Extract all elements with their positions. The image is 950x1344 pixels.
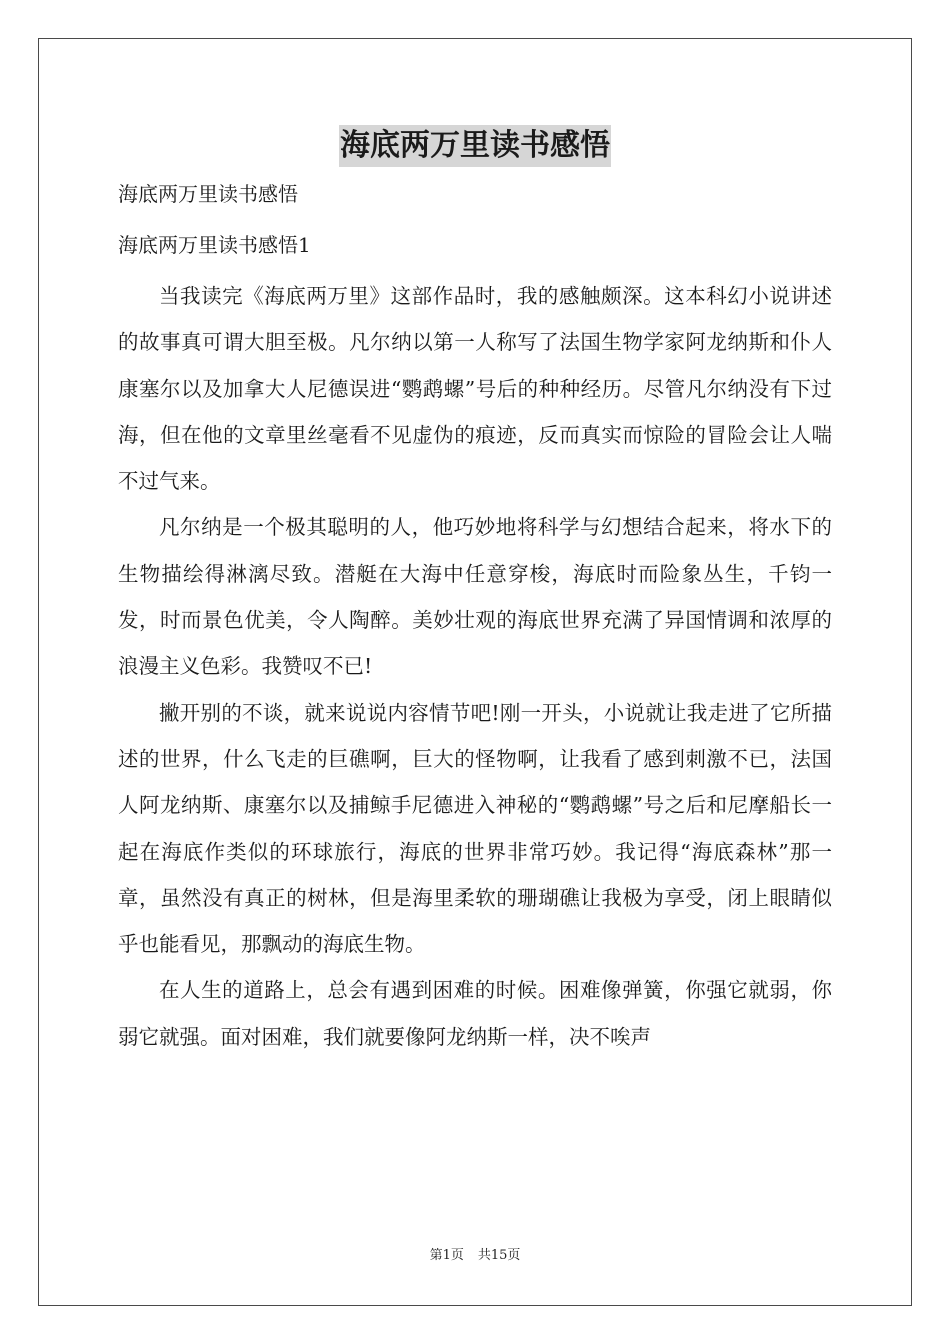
document-title: 海底两万里读书感悟 (339, 125, 611, 167)
document-body (118, 122, 832, 1060)
paragraph: 在人生的道路上，总会有遇到困难的时候。困难像弹簧，你强它就弱，你弱它就强。面对困难，我们就要像阿龙纳斯一样，决不唉声 (118, 978, 832, 1049)
section-heading: 海底两万里读书感悟1 (118, 233, 311, 257)
paragraph: 当我读完《海底两万里》这部作品时，我的感触颇深。这本科幻小说讲述的故事真可谓大胆至极。凡尔纳以第一人称写了法国生物学家阿龙纳斯和仆人康塞尔以及加拿大人尼德误进“鹦鹉螺”号后的种种经历。尽管凡尔纳没有下过海，但在他的文章里丝毫看不见虚伪的痕迹，反而真实而惊险的冒险会让人喘不过气来。 (118, 284, 832, 494)
title-wrap (118, 122, 832, 178)
paragraph: 凡尔纳是一个极其聪明的人，他巧妙地将科学与幻想结合起来，将水下的生物描绘得淋漓尽致。潜艇在大海中任意穿梭，海底时而险象丛生，千钧一发，时而景色优美，令人陶醉。美妙壮观的海底世界充满了异国情调和浓厚的浪漫主义色彩。我赞叹不已! (118, 515, 832, 679)
paragraph: 撇开别的不谈，就来说说内容情节吧!刚一开头，小说就让我走进了它所描述的世界，什么飞走的巨礁啊，巨大的怪物啊，让我看了感到刺激不已，法国人阿龙纳斯、康塞尔以及捕鲸手尼德进入神秘的“鹦鹉螺”号之后和尼摩船长一起在海底作类似的环球旅行，海底的世界非常巧妙。我记得“海底森林”那一章，虽然没有真正的树林，但是海里柔软的珊瑚礁让我极为享受，闭上眼睛似乎也能看见，那飘动的海底生物。 (118, 700, 832, 957)
page-number: 第1页 (429, 1248, 464, 1263)
total-pages: 共15页 (477, 1248, 521, 1263)
page-footer (0, 1248, 950, 1264)
subtitle-line: 海底两万里读书感悟 (118, 182, 298, 206)
